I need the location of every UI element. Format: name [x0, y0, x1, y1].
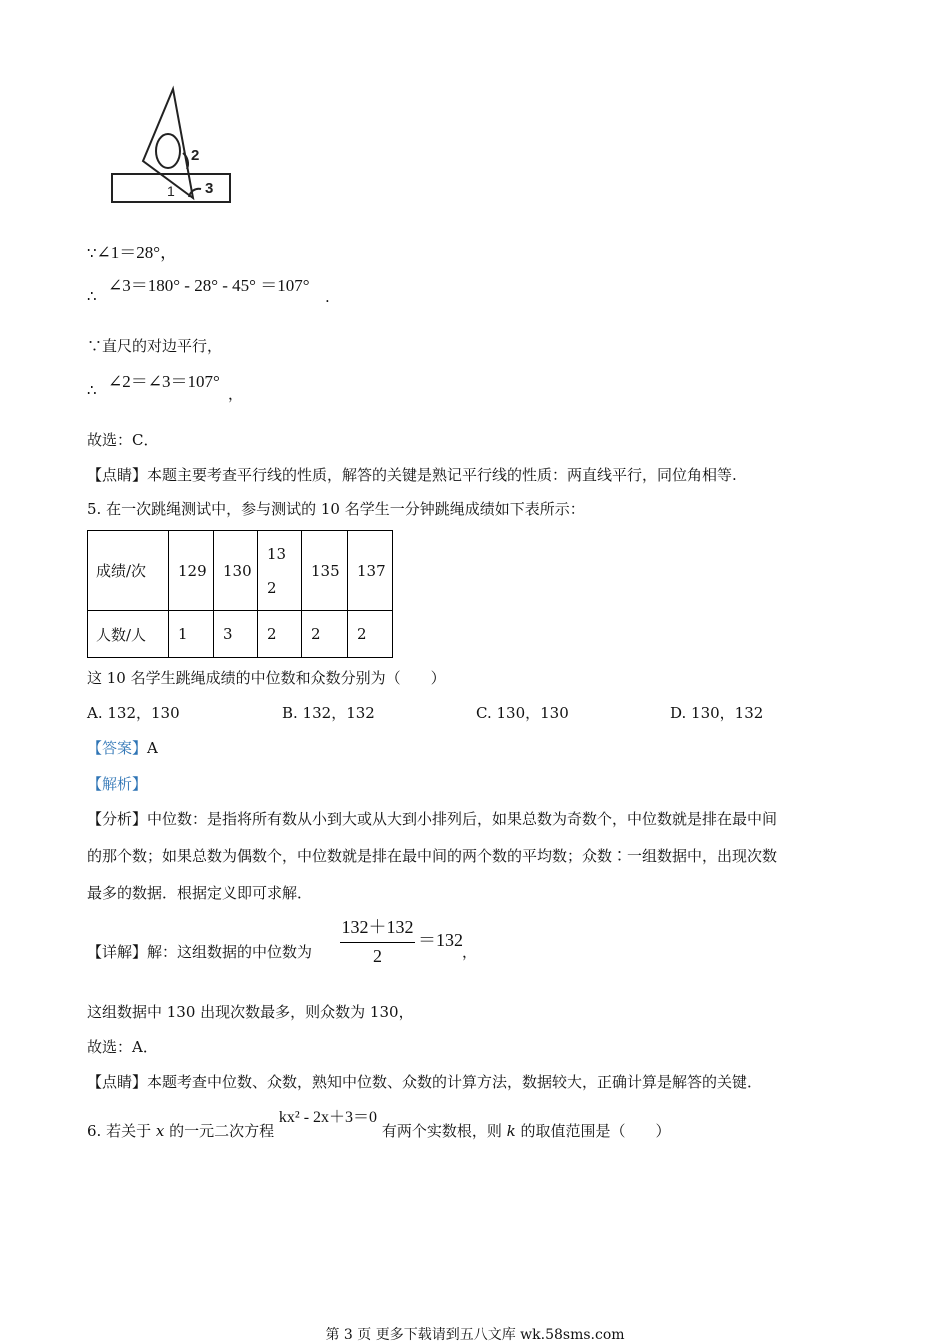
- ruler-parallel-line: ∵直尺的对边平行，: [87, 337, 223, 355]
- fraction-numerator: 132＋132: [340, 913, 415, 943]
- q6-stem: 6. 若关于 x 的一元二次方程 kx² - 2x＋3＝0 有两个实数根，则 k 的取值范围是（ ）: [87, 1118, 671, 1141]
- median-fraction: [340, 913, 415, 967]
- option-b: B. 132，132: [282, 704, 375, 722]
- var-k: k: [506, 1122, 516, 1140]
- table-cell: 1: [169, 611, 214, 658]
- detail-prefix: 【详解】解：这组数据的中位数为: [87, 943, 313, 961]
- q5-final-answer: 故选：A．: [87, 1038, 158, 1056]
- fraction-result: ＝132: [418, 930, 463, 950]
- page-footer: 第 3 页 更多下载请到五八文库 wk.58sms.com: [325, 1327, 625, 1343]
- analysis-label: 【解析】: [87, 775, 148, 793]
- option-c: C. 130，130: [476, 704, 569, 722]
- analysis-line-3: 最多的数据．根据定义即可求解．: [87, 884, 313, 902]
- therefore-symbol: ∴: [87, 287, 97, 305]
- fraction-denominator: 2: [373, 946, 382, 966]
- answer-label: 【答案】: [87, 739, 148, 757]
- q4-answer: 故选：C．: [87, 431, 159, 449]
- analysis-line-1: 【分析】中位数：是指将所有数从小到大或从大到小排列后，如果总数为奇数个，中位数就是排在最中间: [87, 810, 778, 828]
- mode-line: 这组数据中 130 出现次数最多，则众数为 130，: [87, 1003, 414, 1021]
- option-a: A. 132，130: [87, 704, 180, 722]
- calc-period: .: [325, 288, 330, 306]
- angle-label-1: 1: [167, 183, 175, 199]
- result-comma: ，: [228, 385, 244, 403]
- table-header-score: 成绩/次: [88, 531, 169, 611]
- table-cell: 3: [214, 611, 258, 658]
- q5-stem: 5. 在一次跳绳测试中，参与测试的 10 名学生一分钟跳绳成绩如下表所示：: [87, 500, 585, 518]
- therefore-symbol-2: ∴: [87, 381, 97, 399]
- table-cell: 129: [169, 531, 214, 611]
- geometry-figure: [105, 85, 235, 210]
- table-cell: 130: [214, 531, 258, 611]
- table-cell: 135: [302, 531, 348, 611]
- table-cell: 2: [258, 611, 302, 658]
- q4-comment: 【点睛】本题主要考查平行线的性质，解答的关键是熟记平行线的性质：两直线平行，同位角相等.: [87, 466, 737, 484]
- angle3-calc: ∠3＝180° - 28° - 45° ＝107°: [108, 276, 310, 295]
- angle-equality: ∠2＝∠3＝107°: [108, 372, 220, 391]
- q5-question: 这 10 名学生跳绳成绩的中位数和众数分别为（ ）: [87, 669, 446, 687]
- option-d: D. 130，132: [670, 704, 764, 722]
- table-cell: 2: [348, 611, 393, 658]
- var-x: x: [155, 1122, 165, 1140]
- answer-value: A: [147, 739, 158, 757]
- table-header-count: 人数/人: [88, 611, 169, 658]
- set-square-triangle: [143, 89, 193, 198]
- table-cell: 13 2: [258, 531, 302, 611]
- table-cell: 2: [302, 611, 348, 658]
- q5-comment: 【点睛】本题考查中位数、众数，熟知中位数、众数的计算方法，数据较大，正确计算是解答的关键．: [87, 1073, 763, 1091]
- table-row: [88, 611, 393, 658]
- scores-table: [87, 530, 393, 658]
- table-row: [88, 531, 393, 611]
- quadratic-equation: kx² - 2x＋3＝0: [278, 1109, 378, 1126]
- analysis-line-2: 的那个数；如果总数为偶数个，中位数就是排在最中间的两个数的平均数；众数∶一组数据中，出现次数: [87, 847, 778, 865]
- angle-label-3: 3: [205, 180, 214, 197]
- set-square-hole: [156, 134, 180, 168]
- fraction-comma: ，: [462, 943, 478, 961]
- answer-line: [87, 737, 158, 758]
- angle-label-2: 2: [191, 147, 200, 164]
- table-cell: 137: [348, 531, 393, 611]
- given-line: ∵∠1＝28°，: [87, 243, 178, 262]
